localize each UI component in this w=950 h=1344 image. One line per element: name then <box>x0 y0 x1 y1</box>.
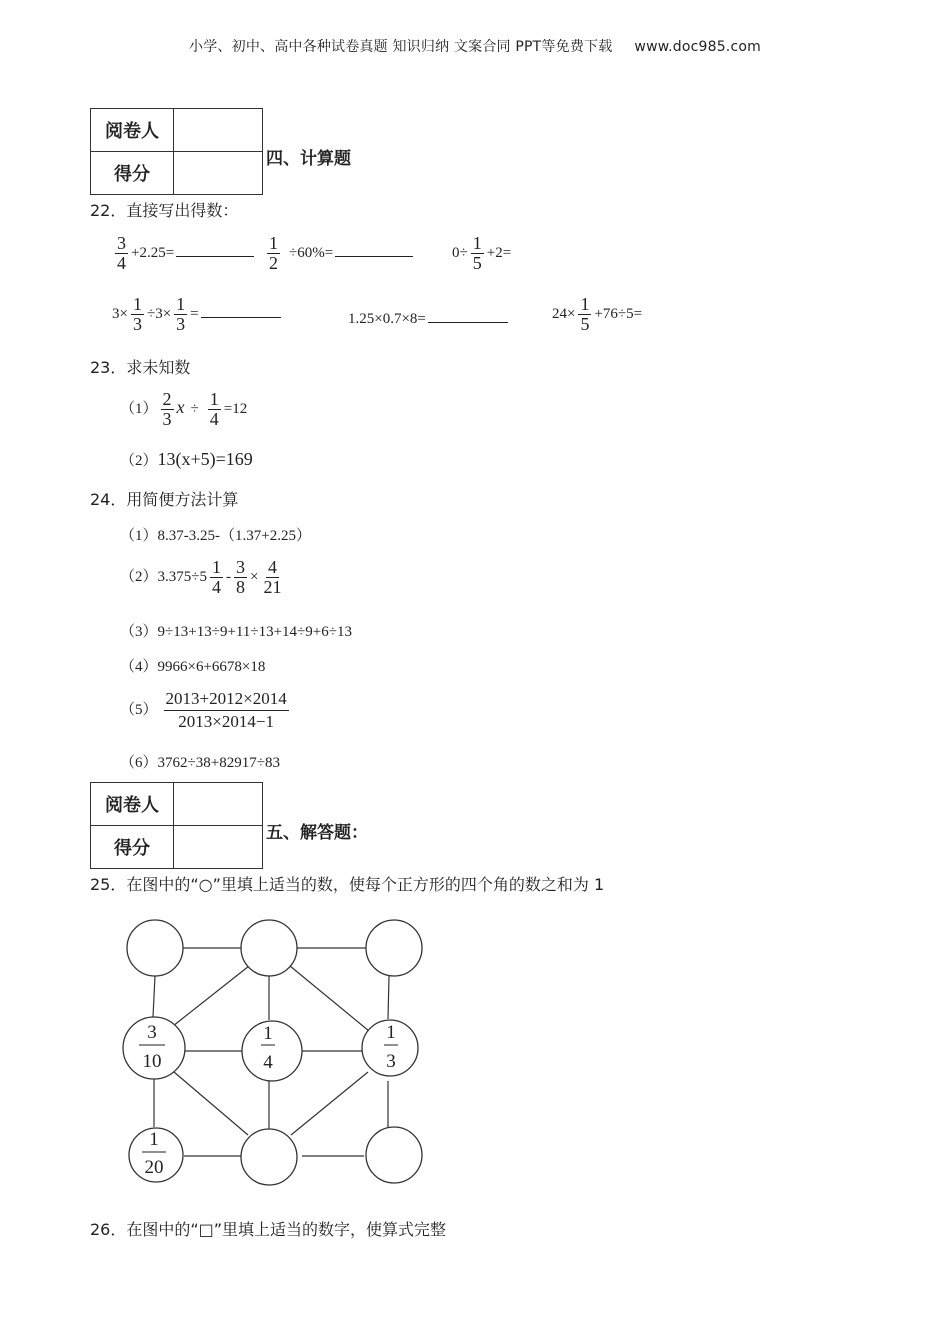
answer-circle[interactable] <box>241 1129 297 1185</box>
circle-grid-diagram <box>110 905 440 1195</box>
question-stem: 26．在图中的“□”里填上适当的数字，使算式完整 <box>90 1220 447 1239</box>
expression-4: 3× $\frac{1}{3}$ ÷3× $\frac{1}{3}$ = <box>112 295 281 334</box>
answer-blank[interactable] <box>335 242 413 257</box>
reviewer-label: 阅卷人 <box>91 109 174 152</box>
page-header <box>0 36 950 56</box>
score-box <box>90 782 263 869</box>
header-text: 小学、初中、高中各种试卷真题 知识归纳 文案合同 PPT等免费下载 <box>189 39 613 55</box>
fraction: $\frac{1}{3}$ <box>176 294 186 334</box>
edge <box>174 1072 248 1135</box>
question-stem: 24．用简便方法计算 <box>90 490 239 509</box>
fraction: $\frac{1}{4}$ <box>212 557 221 597</box>
fraction: $\frac{2}{3}$ <box>162 389 172 429</box>
edge <box>173 966 249 1026</box>
reviewer-field[interactable] <box>174 783 263 826</box>
score-field[interactable] <box>174 826 263 869</box>
expression-3: 0÷ $\frac{1}{5}$ +2= <box>452 233 512 273</box>
expression-2: $\frac{1}{2}$ ÷60%= <box>264 234 413 273</box>
fraction: $\frac{1}{2}$ <box>269 233 278 273</box>
edge <box>153 976 155 1017</box>
fraction-numerator: 1 <box>263 1023 273 1044</box>
sub-question-2: （2）13(x+5)=169 <box>120 449 253 469</box>
score-field[interactable] <box>174 152 263 195</box>
answer-circle[interactable] <box>127 920 183 976</box>
reviewer-field[interactable] <box>174 109 263 152</box>
fraction: $\frac{2013+2012\times 2014}{2013\times 2014-1}$ <box>165 689 287 732</box>
fraction: $\frac{1}{5}$ <box>580 294 590 334</box>
fraction: $\frac{3}{4}$ <box>117 233 126 273</box>
header-site: www.doc985.com <box>634 39 761 55</box>
section-title: 五、解答题： <box>266 823 368 843</box>
sub-question-1: （1） $\frac{2}{3}$ x ÷ $\frac{1}{4}$ =12 <box>120 389 248 429</box>
score-label: 得分 <box>91 826 174 869</box>
fraction-numerator: 3 <box>147 1022 157 1043</box>
question-stem: 22．直接写出得数： <box>90 201 239 220</box>
sub-question-3: （3）9÷13+13÷9+11÷13+14÷9+6÷13 <box>120 624 352 640</box>
answer-blank[interactable] <box>176 242 254 257</box>
fraction: $\frac{1}{5}$ <box>472 233 482 273</box>
sub-question-1: （1）8.37-3.25-（1.37+2.25） <box>120 528 311 544</box>
fraction: $\frac{3}{8}$ <box>236 557 245 597</box>
fraction: $\frac{1}{3}$ <box>132 294 142 334</box>
fraction-denominator: 4 <box>263 1052 273 1073</box>
answer-circle[interactable] <box>241 920 297 976</box>
answer-circle[interactable] <box>366 920 422 976</box>
section-title: 四、计算题 <box>266 149 351 169</box>
sub-question-2: （2）3.375÷5 $\frac{1}{4}$ - $\frac{3}{8}$ × $\frac{4}{21}$ <box>120 557 282 597</box>
reviewer-label: 阅卷人 <box>91 783 174 826</box>
fraction-denominator: 3 <box>386 1051 396 1072</box>
edge <box>290 966 369 1031</box>
fraction-numerator: 1 <box>386 1022 396 1043</box>
fraction-numerator: 1 <box>149 1129 159 1150</box>
expression-1: $\frac{3}{4}$ +2.25= <box>112 234 254 273</box>
score-box <box>90 108 263 195</box>
fraction: $\frac{1}{4}$ <box>209 389 219 429</box>
fraction-denominator: 10 <box>142 1051 162 1072</box>
sub-question-6: （6）3762÷38+82917÷83 <box>120 755 280 771</box>
answer-circle[interactable] <box>366 1127 422 1183</box>
answer-blank[interactable] <box>428 308 508 323</box>
expression-5: 1.25×0.7×8= <box>348 308 508 328</box>
question-stem: 25．在图中的“○”里填上适当的数，使每个正方形的四个角的数之和为 1 <box>90 875 605 894</box>
answer-blank[interactable] <box>201 303 281 318</box>
fraction-denominator: 20 <box>144 1157 164 1178</box>
edge <box>388 976 389 1019</box>
score-label: 得分 <box>91 152 174 195</box>
sub-question-4: （4）9966×6+6678×18 <box>120 659 266 675</box>
edge <box>291 1072 368 1135</box>
fraction: $\frac{4}{21}$ <box>263 557 282 597</box>
sub-question-5: （5） $\frac{2013+2012\times 2014}{2013\times 2014-1}$ <box>120 688 289 733</box>
expression-6: 24× $\frac{1}{5}$ +76÷5= <box>552 294 643 334</box>
question-stem: 23．求未知数 <box>90 358 191 377</box>
